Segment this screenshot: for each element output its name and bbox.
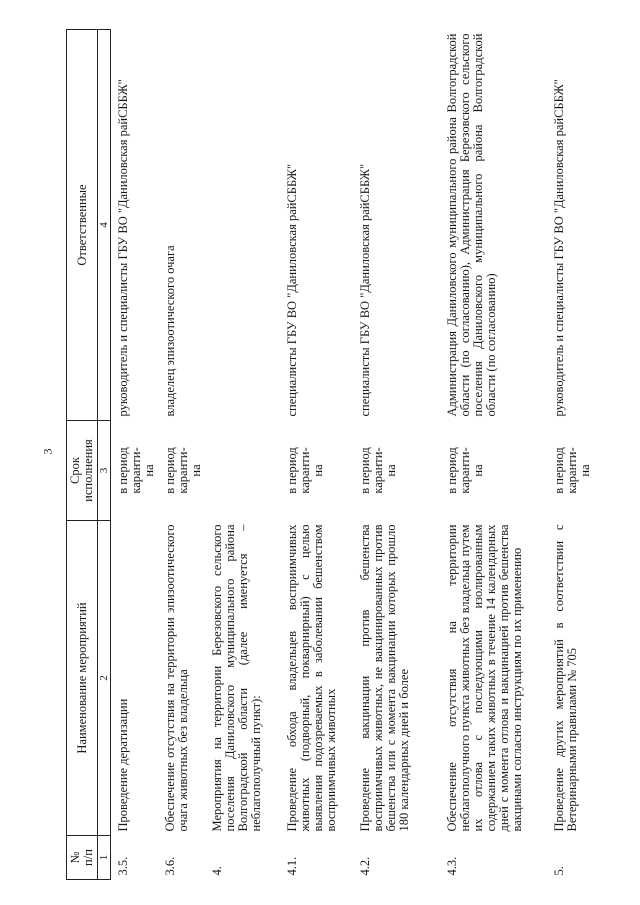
row-term: в период каранти- на [285,447,325,494]
table-row [111,30,159,880]
row-number: 4. [210,866,224,876]
column-number: 2 [98,521,111,836]
row-term: в период каранти- на [445,447,485,494]
row-measure: Мероприятия на территории Березовского сельского поселения Даниловского муниципального района Волгоградской области (далее именуется – неблагополучный пункт): [210,524,263,832]
row-responsible: руководитель и специалисты ГБУ ВО "Даниловская райСББЖ" [116,79,130,417]
header-resp: Ответственные [67,30,98,421]
row-number: 4.2. [358,856,372,876]
row-responsible: Администрация Даниловского муниципального района Волгоградской области (по согласованию), Администрация Березовского сельского поселения Даниловского муниципального района Волгоградской области (по согласованию) [445,33,498,417]
measures-table [66,29,593,880]
column-number: 4 [98,30,111,421]
header-num: № п/п [67,836,98,880]
table-header-row [67,30,98,880]
header-name: Наименование мероприятий [67,521,98,836]
page-number: 3 [40,448,55,455]
table-row [280,30,353,880]
row-number: 4.1. [285,856,299,876]
row-term: в период каранти- на [163,447,203,494]
column-numbers-row [98,30,111,880]
table-row [353,30,440,880]
row-number: 4.3. [445,856,459,876]
row-responsible: владелец эпизоотического очага [163,245,177,417]
row-term: в период каранти- на [358,447,398,494]
column-number: 3 [98,421,111,521]
row-measure: Проведение обхода владельцев восприимчивых животных (подворный, покварнирный) с целью выявления подозреваемых в заболевании бешенством восприимчивых животных [285,524,338,832]
row-measure: Проведение дератизации [116,698,130,832]
row-measure: Обеспечение отсутствия на территории эпизоотического очага животных без владельца [163,524,190,832]
rotated-table-container [66,30,592,880]
header-term: Срок исполнения [67,421,98,521]
row-number: 3.6. [163,856,177,876]
table-row [547,30,593,880]
row-term: в период каранти- на [552,447,592,494]
row-number: 3.5. [116,856,130,876]
row-measure: Проведение вакцинации против бешенства восприимчивых животных, не вакцинированных против бешенства или с момента вакцинации которых прошло 180 календарных дней и более [358,524,411,832]
column-number: 1 [98,836,111,880]
row-measure: Проведение других мероприятий в соответствии с Ветеринарными правилами № 705 [552,524,579,832]
row-responsible: руководитель и специалисты ГБУ ВО "Даниловская райСББЖ" [552,79,566,417]
row-responsible: специалисты ГБУ ВО "Даниловская райСББЖ" [285,163,299,417]
row-measure: Обеспечение отсутствия на территории неблагополучного пункта животных без владельца путем их отлова с последующими изолированным содержанием таких животных в течение 14 календарных дней с момента отлова и вакцинацией против бешенства вакцинами согласно инструкциям по их применению [445,524,524,832]
row-term: в период каранти- на [116,447,156,494]
row-number: 5. [552,866,566,876]
row-term [205,421,280,521]
row-responsible: специалисты ГБУ ВО "Даниловская райСББЖ" [358,163,372,417]
table-row [158,30,205,880]
table-row [440,30,547,880]
row-responsible [205,30,280,421]
table-row [205,30,280,880]
